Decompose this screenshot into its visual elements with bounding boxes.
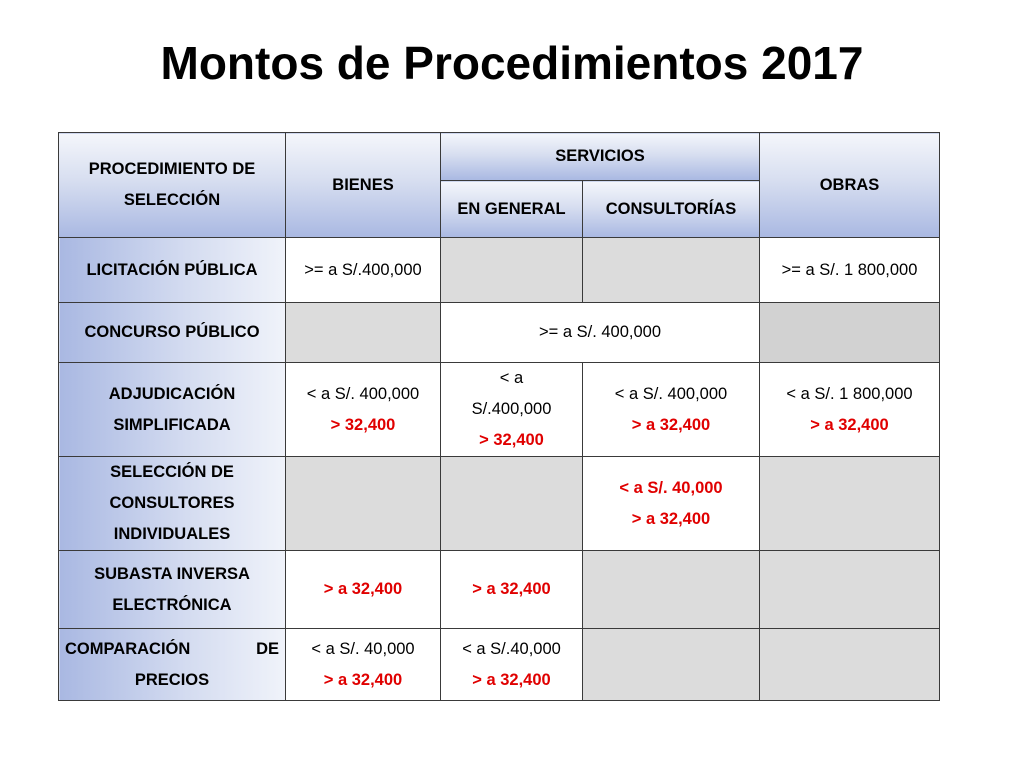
header-consultorias: CONSULTORÍAS	[583, 181, 760, 238]
cell-comparacion-bienes	[286, 629, 441, 701]
cell-adjudicacion-bienes	[286, 363, 441, 457]
amount-limit: < a S/. 1 800,000	[786, 384, 913, 403]
table-row	[59, 551, 940, 629]
cell-empty	[760, 551, 940, 629]
label-line: SUBASTA INVERSA	[94, 564, 250, 583]
label-line: CONSULTORES	[109, 494, 235, 512]
row-label-concurso: CONCURSO PÚBLICO	[59, 303, 286, 363]
header-en-general: EN GENERAL	[441, 181, 583, 238]
header-procedimiento: PROCEDIMIENTO DE SELECCIÓN	[59, 133, 286, 238]
table-row	[59, 303, 940, 363]
row-label-subasta	[59, 551, 286, 629]
cell-concurso-servicios: >= a S/. 400,000	[441, 303, 760, 363]
cell-licitacion-bienes: >= a S/.400,000	[286, 238, 441, 303]
amount-limit: S/.400,000	[471, 400, 552, 418]
header-row-1	[59, 133, 940, 181]
cell-adjudicacion-general	[441, 363, 583, 457]
cell-empty	[583, 629, 760, 701]
label-line: SIMPLIFICADA	[113, 415, 231, 434]
cell-subasta-bienes	[286, 551, 441, 629]
label-word: DE	[256, 639, 279, 658]
amount-minimum: > a 32,400	[810, 415, 889, 434]
procedures-table	[58, 132, 940, 701]
cell-empty	[583, 551, 760, 629]
label-line: INDIVIDUALES	[113, 525, 231, 543]
row-label-adjudicacion	[59, 363, 286, 457]
cell-empty	[441, 457, 583, 551]
header-servicios: SERVICIOS	[441, 133, 760, 181]
amount-minimum: > a 32,400	[631, 509, 711, 528]
cell-adjudicacion-obras	[760, 363, 940, 457]
amount-minimum: > a 32,400	[323, 580, 403, 598]
label-word: COMPARACIÓN	[65, 639, 191, 658]
row-label-seleccion	[59, 457, 286, 551]
cell-empty	[583, 238, 760, 303]
table-row	[59, 629, 940, 701]
amount-limit: < a S/. 400,000	[614, 384, 728, 403]
cell-empty	[760, 629, 940, 701]
amount-minimum: > 32,400	[479, 431, 544, 449]
cell-seleccion-consultorias	[583, 457, 760, 551]
amount-limit: < a S/. 40,000	[619, 478, 723, 497]
amount-minimum: > a 32,400	[472, 580, 551, 598]
header-bienes: BIENES	[286, 133, 441, 238]
amount-minimum: > 32,400	[330, 415, 396, 434]
label-line	[63, 634, 281, 665]
header-obras: OBRAS	[760, 133, 940, 238]
amount-minimum: > a 32,400	[631, 415, 711, 434]
amount-limit: < a S/. 40,000	[311, 639, 415, 658]
page-title: Montos de Procedimientos 2017	[160, 37, 864, 89]
cell-empty	[760, 303, 940, 363]
cell-licitacion-obras: >= a S/. 1 800,000	[760, 238, 940, 303]
cell-empty	[286, 457, 441, 551]
cell-subasta-general	[441, 551, 583, 629]
row-label-comparacion	[59, 629, 286, 701]
amount-limit: < a S/.40,000	[462, 639, 561, 658]
label-line: PRECIOS	[134, 670, 210, 689]
amount-limit: < a	[499, 369, 524, 387]
label-line: ELECTRÓNICA	[112, 595, 232, 614]
table-row	[59, 363, 940, 457]
cell-comparacion-general	[441, 629, 583, 701]
amount-minimum: > a 32,400	[323, 670, 403, 689]
cell-empty	[441, 238, 583, 303]
amount-limit: < a S/. 400,000	[306, 384, 420, 403]
row-label-licitacion: LICITACIÓN PÚBLICA	[59, 238, 286, 303]
label-line: SELECCIÓN DE	[110, 463, 234, 481]
cell-empty	[286, 303, 441, 363]
table-row	[59, 457, 940, 551]
label-line: ADJUDICACIÓN	[108, 384, 236, 403]
amount-minimum: > a 32,400	[472, 670, 551, 689]
cell-adjudicacion-consultorias	[583, 363, 760, 457]
table-row	[59, 238, 940, 303]
cell-empty	[760, 457, 940, 551]
